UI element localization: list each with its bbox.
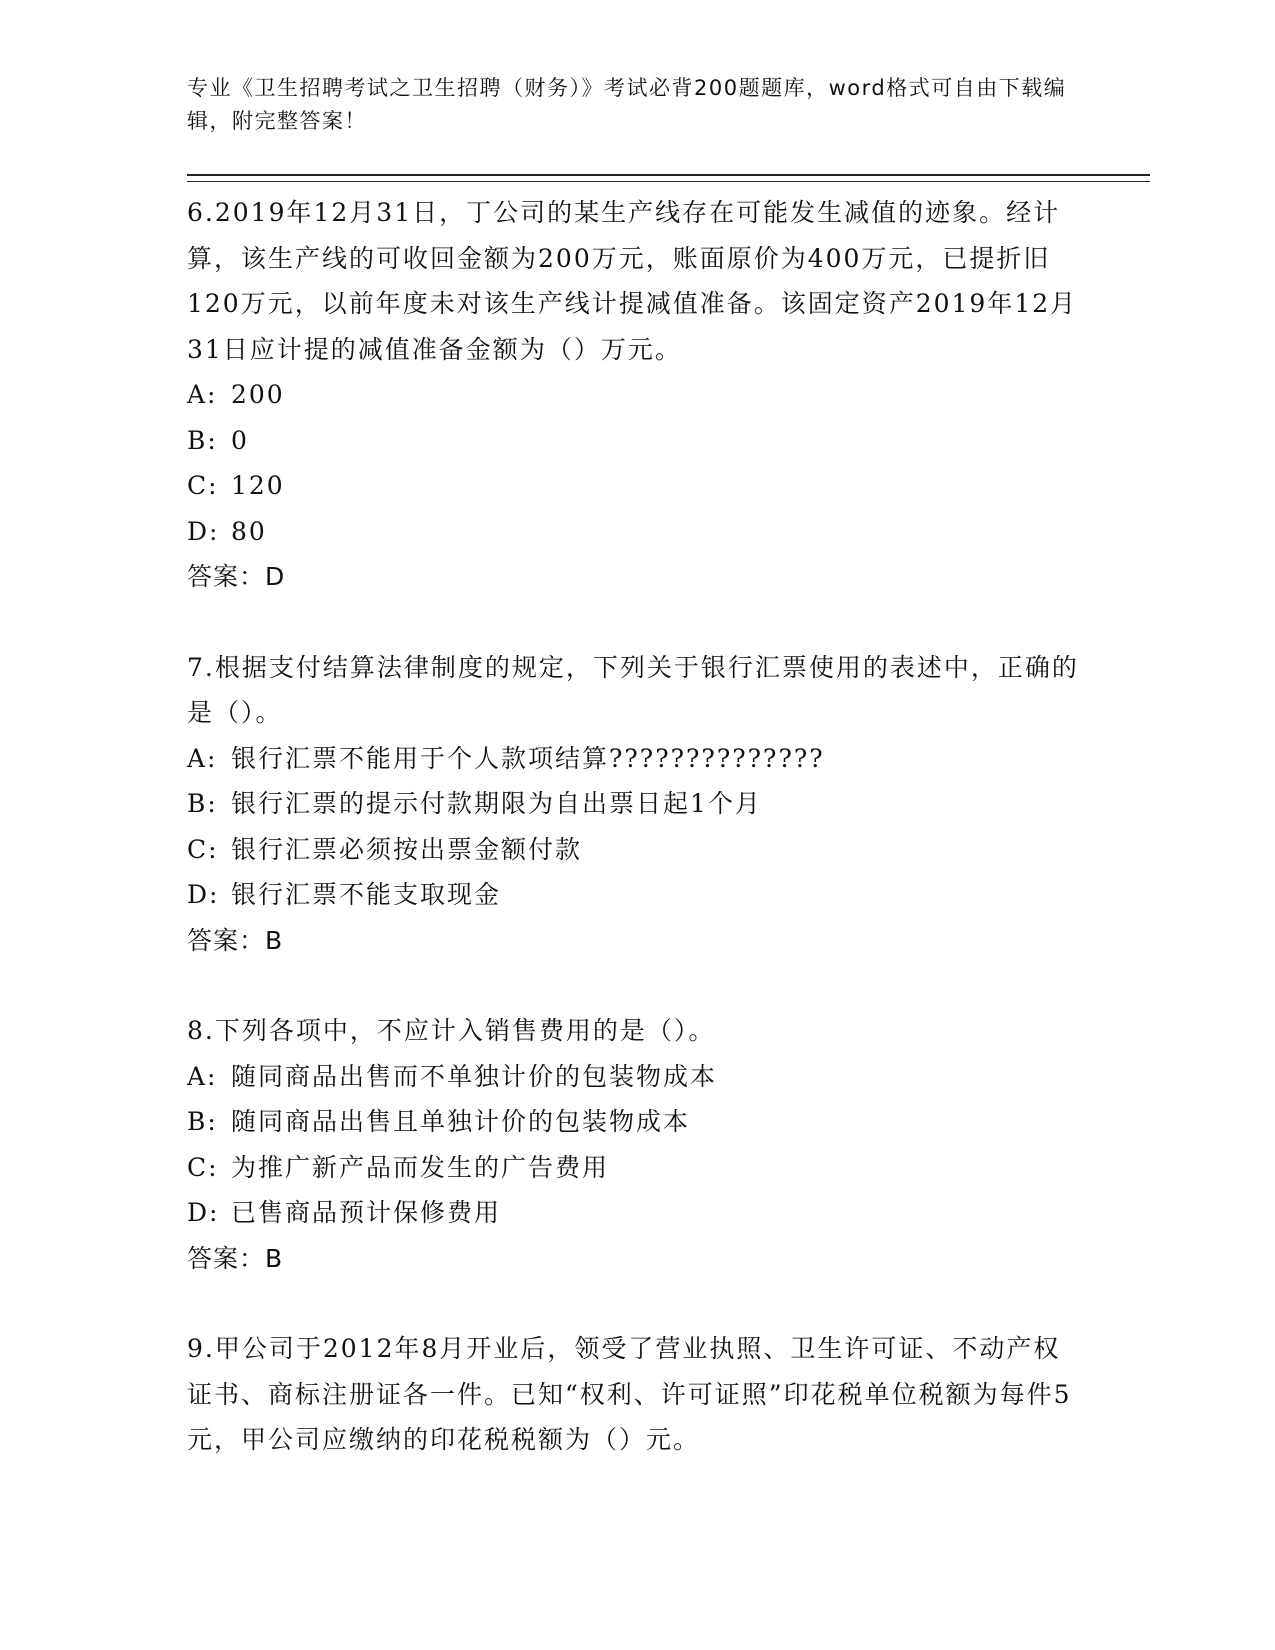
option-letter: C: — [187, 1152, 219, 1182]
option-letter: A: — [187, 380, 218, 409]
question-6 — [187, 190, 1087, 600]
option-b — [187, 781, 1087, 827]
option-text: 银行汇票必须按出票金额付款 — [231, 834, 583, 864]
option-text: 银行汇票的提示付款期限为自出票日起1个月 — [231, 789, 762, 818]
document-header: 专业《卫生招聘考试之卫生招聘（财务）》考试必背200题题库，word格式可自由下载编辑，附完整答案！ — [187, 76, 1067, 133]
question-9 — [187, 1326, 1087, 1463]
question-text: 6.2019年12月31日，丁公司的某生产线存在可能发生减值的迹象。经计算，该生产线的可收回金额为200万元，账面原价为400万元，已提折旧120万元，以前年度未对该生产线计提减值准备。该固定资产2019年12月31日应计提的减值准备金额为（）万元。 — [187, 198, 1078, 364]
answer-line: 答案：B — [187, 1243, 284, 1273]
option-text: 0 — [231, 425, 249, 455]
option-letter: B: — [187, 789, 218, 818]
question-text: 7.根据支付结算法律制度的规定，下列关于银行汇票使用的表述中，正确的是（）。 — [187, 652, 1079, 727]
option-letter: D: — [187, 880, 220, 909]
question-list — [187, 190, 1087, 1508]
option-a — [187, 372, 1087, 418]
option-text: 银行汇票不能支取现金 — [231, 880, 502, 909]
question-7 — [187, 645, 1087, 964]
answer-line: 答案：B — [187, 925, 284, 955]
header-divider-thick — [187, 174, 1150, 176]
option-text: 银行汇票不能用于个人款项结算?????????????? — [231, 743, 825, 773]
question-8 — [187, 1008, 1087, 1281]
option-letter: C: — [187, 471, 219, 500]
option-d — [187, 872, 1087, 918]
option-text: 80 — [231, 516, 267, 546]
option-letter: B: — [187, 425, 218, 455]
option-letter: D: — [187, 1198, 220, 1227]
question-text: 9.甲公司于2012年8月开业后，领受了营业执照、卫生许可证、不动产权证书、商标注册证各一件。已知“权利、许可证照”印花税单位税额为每件5元，甲公司应缴纳的印花税税额为（）元。 — [187, 1334, 1072, 1454]
option-letter: D: — [187, 516, 220, 546]
option-text: 120 — [231, 471, 285, 500]
option-d — [187, 509, 1087, 555]
option-text: 200 — [231, 380, 285, 409]
header-divider-thin — [187, 181, 1150, 182]
question-text: 8.下列各项中，不应计入销售费用的是（）。 — [187, 1016, 716, 1045]
option-letter: C: — [187, 834, 219, 864]
option-b — [187, 1099, 1087, 1145]
option-c — [187, 463, 1087, 509]
option-b — [187, 418, 1087, 464]
option-a — [187, 736, 1087, 782]
answer-line: 答案：D — [187, 562, 286, 591]
option-text: 已售商品预计保修费用 — [231, 1198, 502, 1227]
option-a — [187, 1054, 1087, 1100]
option-c — [187, 1145, 1087, 1191]
option-text: 随同商品出售而不单独计价的包装物成本 — [231, 1061, 718, 1091]
option-c — [187, 827, 1087, 873]
option-d — [187, 1190, 1087, 1236]
option-letter: A: — [187, 1061, 218, 1091]
option-text: 为推广新产品而发生的广告费用 — [231, 1152, 610, 1182]
option-letter: A: — [187, 743, 218, 773]
option-letter: B: — [187, 1107, 218, 1136]
option-text: 随同商品出售且单独计价的包装物成本 — [231, 1107, 691, 1136]
